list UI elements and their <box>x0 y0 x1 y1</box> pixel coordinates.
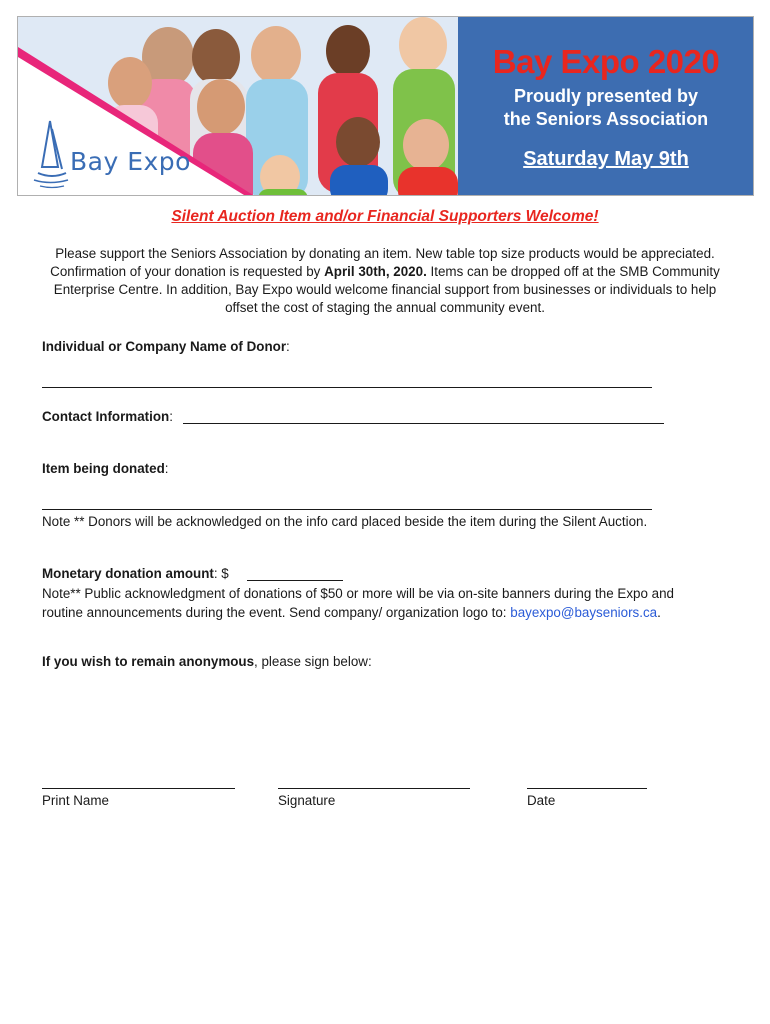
intro-paragraph <box>40 245 730 317</box>
intro-text-1: Please support the Seniors Association by donating an item. New table top size products would be appreciated. Confirmation of your donation is requested by <box>50 246 715 279</box>
presented-by <box>458 85 754 131</box>
date-line[interactable] <box>527 788 647 789</box>
signature-label: Signature <box>278 793 336 808</box>
monetary-note-line-2: routine announcements during the event. Send company/ organization logo to: bayexpo@bayseniors.ca. <box>42 605 661 620</box>
intro-text-2: Items can be dropped off at the SMB Community Enterprise Centre. In addition, Bay Expo would welcome financial support from businesses or individuals to help offset the cost of staging the annual community event. <box>53 264 720 315</box>
event-info-panel <box>458 17 754 195</box>
email-link[interactable]: bayexpo@bayseniors.ca <box>510 605 658 620</box>
contact-line[interactable] <box>183 423 664 424</box>
signature-line[interactable] <box>278 788 470 789</box>
header-banner <box>17 16 754 196</box>
monetary-note-line-1: Note** Public acknowledgment of donations of $50 or more will be via on-site banners during the Expo and <box>42 586 674 601</box>
donor-name-line[interactable] <box>42 387 652 388</box>
contact-label: Contact Information <box>42 409 170 424</box>
monetary-row <box>42 566 229 581</box>
print-name-line[interactable] <box>42 788 235 789</box>
crowd-photo <box>18 17 458 195</box>
donor-name-label: Individual or Company Name of Donor <box>42 339 287 354</box>
item-label-row: Item being donated: <box>42 461 169 476</box>
anonymous-row <box>42 654 372 669</box>
date-label: Date <box>527 793 556 808</box>
presented-line-1: Proudly presented by <box>513 86 699 106</box>
monetary-note <box>42 584 674 622</box>
page-headline: Silent Auction Item and/or Financial Supporters Welcome! <box>171 208 599 225</box>
bay-expo-logo-text: Bay Expo <box>70 147 191 176</box>
monetary-prefix: : $ <box>213 566 229 581</box>
monetary-label: Monetary donation amount <box>42 566 214 581</box>
contact-row: Contact Information: <box>42 409 173 424</box>
item-label: Item being donated <box>42 461 165 476</box>
event-title: Bay Expo 2020 <box>492 43 720 80</box>
item-line[interactable] <box>42 509 652 510</box>
print-name-label: Print Name <box>42 793 109 808</box>
monetary-amount-line[interactable] <box>247 580 343 581</box>
event-date: Saturday May 9th <box>523 148 689 170</box>
anonymous-label: If you wish to remain anonymous <box>42 654 255 669</box>
presented-line-2: the Seniors Association <box>503 109 709 129</box>
anonymous-rest: , please sign below: <box>254 654 372 669</box>
intro-deadline: April 30th, 2020. <box>324 264 427 279</box>
donor-name-label-row: Individual or Company Name of Donor: <box>42 339 290 354</box>
item-note: Note ** Donors will be acknowledged on the info card placed beside the item during the Silent Auction. <box>42 514 648 529</box>
